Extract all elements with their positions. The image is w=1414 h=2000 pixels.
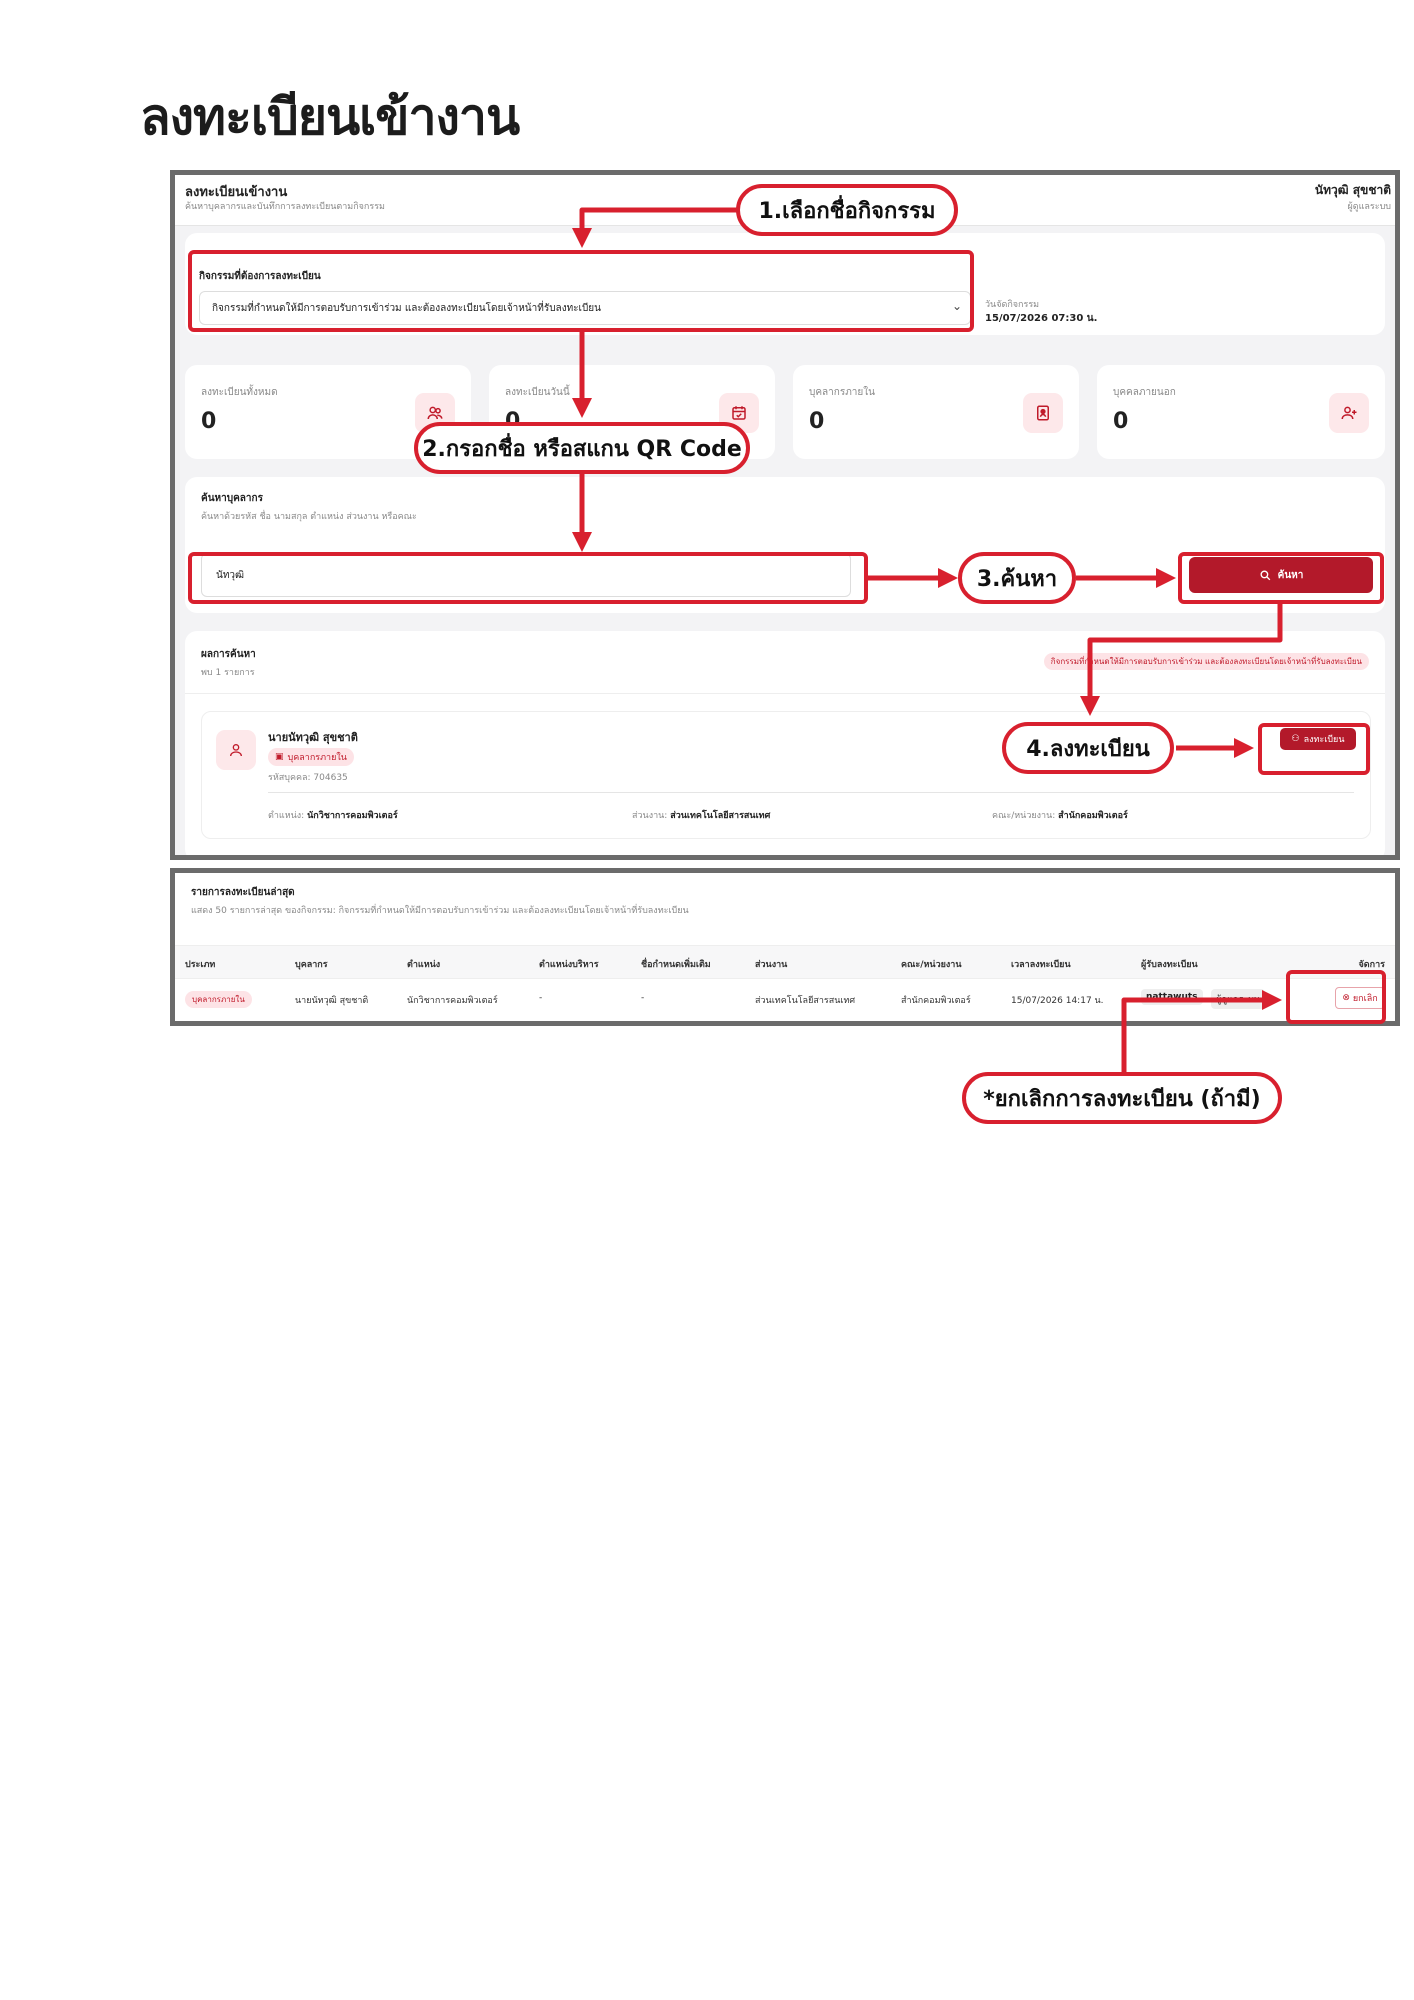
faculty-label: คณะ/หน่วยงาน: — [992, 811, 1056, 821]
register-button-label: ลงทะเบียน — [1303, 735, 1345, 745]
row-type-badge: บุคลากรภายใน — [185, 991, 252, 1008]
col-actions: จัดการ — [1358, 960, 1385, 970]
position-value: นักวิชาการคอมพิวเตอร์ — [307, 811, 398, 821]
cancel-button-label: ยกเลิก — [1352, 994, 1378, 1004]
search-button-label: ค้นหา — [1277, 569, 1304, 581]
callout-step2: 2.กรอกชื่อ หรือสแกน QR Code — [414, 422, 750, 474]
activity-select-value: กิจกรรมที่กำหนดให้มีการตอบรับการเข้าร่วม และต้องลงทะเบียนโดยเจ้าหน้าที่รับลงทะเบียน — [212, 303, 601, 314]
id-badge-icon: ▣ — [275, 752, 284, 762]
col-unit: ส่วนงาน — [755, 960, 788, 970]
unit-value: ส่วนเทคโนโลยีสารสนเทศ — [670, 811, 771, 821]
x-circle-icon: ⊗ — [1342, 993, 1350, 1003]
callout-step1: 1.เลือกชื่อกิจกรรม — [736, 184, 958, 236]
stat-value: 0 — [1113, 409, 1129, 434]
stat-label: บุคลากรภายใน — [809, 387, 875, 398]
search-input-value: นัทวุฒิ — [216, 570, 245, 581]
col-position: ตำแหน่ง — [407, 960, 441, 970]
user-role: ผู้ดูแลระบบ — [1347, 202, 1391, 212]
app-title: ลงทะเบียนเข้างาน — [185, 185, 288, 200]
recent-subtitle: แสดง 50 รายการล่าสุด ของกิจกรรม: กิจกรรมที่กำหนดให้มีการตอบรับการเข้าร่วม และต้องลงทะเบียนโดยเจ้าหน้าที่รับลงทะเบียน — [191, 906, 689, 916]
col-admin-position: ตำแหน่งบริหาร — [539, 960, 599, 970]
person-code: รหัสบุคคล: 704635 — [268, 773, 348, 783]
person-type-label: บุคลากรภายใน — [287, 753, 347, 763]
col-person: บุคลากร — [295, 960, 328, 970]
search-hint: ค้นหาด้วยรหัส ชื่อ นามสกุล ตำแหน่ง ส่วนงาน หรือคณะ — [201, 512, 417, 522]
col-time: เวลาลงทะเบียน — [1011, 960, 1071, 970]
person-name: นายนัทวุฒิ สุขชาติ — [268, 731, 358, 744]
row-extra: - — [641, 993, 645, 1003]
user-plus-icon: ⚇ — [1291, 734, 1300, 744]
row-registrar: nattawuts — [1141, 989, 1203, 1005]
stat-value: 0 — [201, 409, 217, 434]
page-heading: ลงทะเบียนเข้างาน — [140, 88, 520, 146]
results-activity-tag: กิจกรรมที่กำหนดให้มีการตอบรับการเข้าร่วม และต้องลงทะเบียนโดยเจ้าหน้าที่รับลงทะเบียน — [1044, 653, 1369, 670]
faculty-value: สำนักคอมพิวเตอร์ — [1058, 811, 1128, 821]
row-faculty: สำนักคอมพิวเตอร์ — [901, 996, 971, 1006]
chevron-down-icon: ⌄ — [951, 299, 962, 313]
arrow-cancel-note — [1124, 1000, 1274, 1072]
user-name[interactable]: นัทวุฒิ สุขชาติ — [1314, 183, 1391, 197]
row-position: นักวิชาการคอมพิวเตอร์ — [407, 996, 498, 1006]
app-subtitle: ค้นหาบุคลากรและบันทึกการลงทะเบียนตามกิจกรรม — [185, 202, 385, 212]
col-extra: ชื่อกำหนดเพิ่มเติม — [641, 960, 711, 970]
row-time: 15/07/2026 14:17 น. — [1011, 996, 1104, 1006]
stat-label: ลงทะเบียนวันนี้ — [505, 387, 570, 398]
results-count: พบ 1 รายการ — [201, 668, 255, 678]
position-label: ตำแหน่ง: — [268, 811, 305, 821]
callout-step4: 4.ลงทะเบียน — [1002, 722, 1174, 774]
col-faculty: คณะ/หน่วยงาน — [901, 960, 962, 970]
row-admin-position: - — [539, 993, 543, 1003]
recent-title: รายการลงทะเบียนล่าสุด — [191, 887, 295, 898]
activity-date-label: วันจัดกิจกรรม — [985, 300, 1040, 310]
results-title: ผลการค้นหา — [201, 649, 256, 660]
callout-cancel-note: *ยกเลิกการลงทะเบียน (ถ้ามี) — [962, 1072, 1282, 1124]
arrow-step1 — [582, 210, 738, 240]
stat-label: บุคคลภายนอก — [1113, 387, 1176, 398]
activity-label: กิจกรรมที่ต้องการลงทะเบียน — [199, 271, 321, 282]
arrow-search-to-step4 — [1090, 604, 1280, 708]
callout-step3: 3.ค้นหา — [958, 552, 1076, 604]
row-person: นายนัทวุฒิ สุขชาติ — [295, 996, 369, 1006]
row-registrar-role: ผู้ดูแลระบบ — [1211, 989, 1265, 1009]
search-title: ค้นหาบุคลากร — [201, 493, 263, 504]
stat-label: ลงทะเบียนทั้งหมด — [201, 387, 278, 398]
stat-value: 0 — [809, 409, 825, 434]
col-registrar: ผู้รับลงทะเบียน — [1141, 960, 1198, 970]
col-type: ประเภท — [185, 960, 216, 970]
row-unit: ส่วนเทคโนโลยีสารสนเทศ — [755, 996, 856, 1006]
unit-label: ส่วนงาน: — [632, 811, 668, 821]
activity-date-value: 15/07/2026 07:30 น. — [985, 313, 1098, 324]
